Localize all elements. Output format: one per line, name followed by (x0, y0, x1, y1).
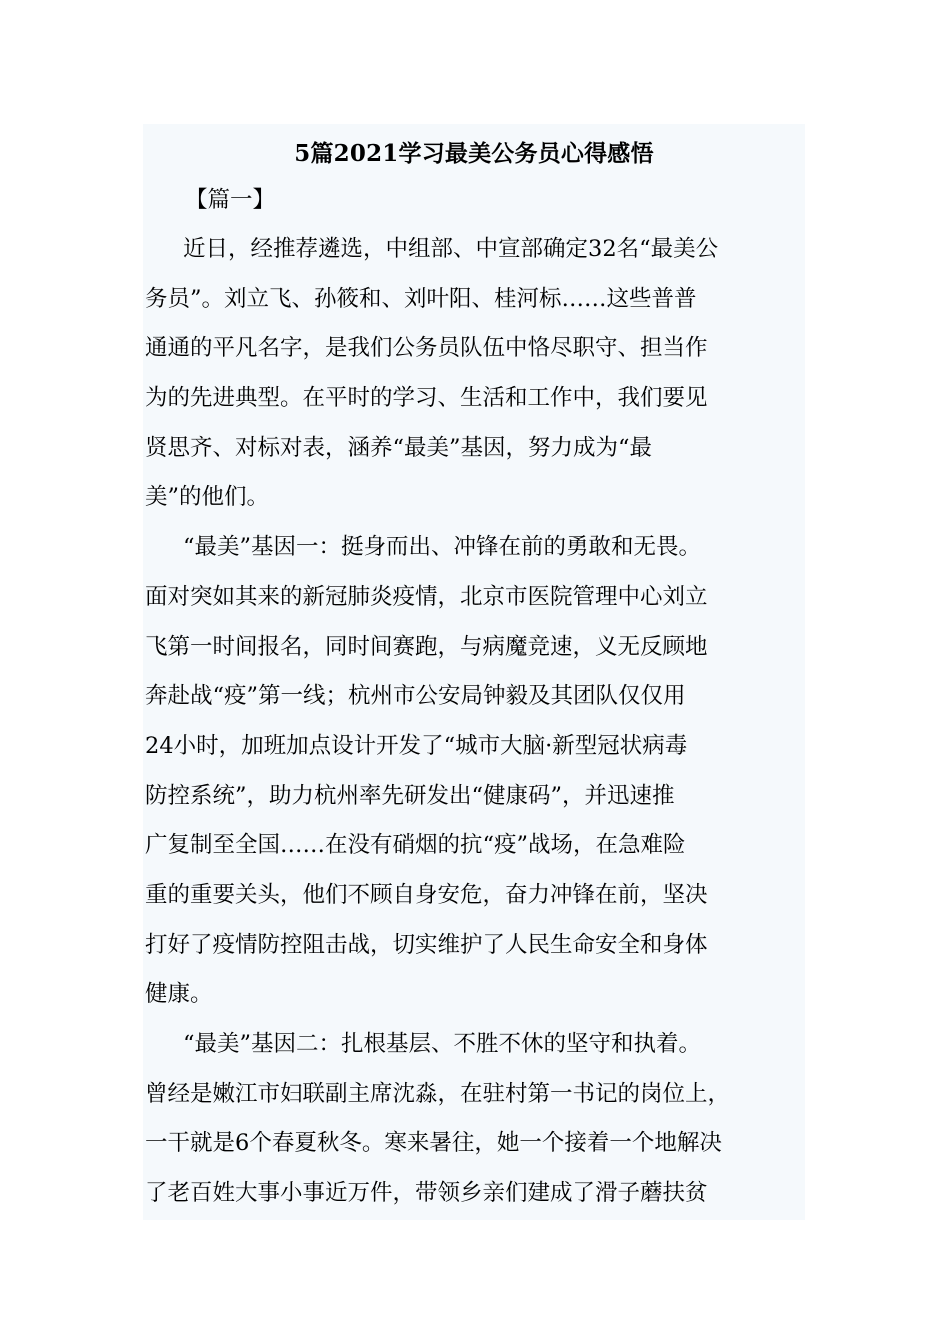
document-title: 5篇2021学习最美公务员心得感悟 (294, 140, 654, 167)
text-line: 奔赴战“疫”第一线；杭州市公安局钟毅及其团队仅仅用 (145, 683, 686, 710)
text-line: 务员”。刘立飞、孙筱和、刘叶阳、桂河标……这些普普 (145, 285, 697, 312)
text-line: 一干就是6个春夏秋冬。寒来暑往，她一个接着一个地解决 (145, 1130, 722, 1157)
document-page (143, 124, 805, 1220)
text-line: 广复制至全国……在没有硝烟的抗“疫”战场，在急难险 (145, 832, 686, 859)
text-line: 近日，经推荐遴选，中组部、中宣部确定32名“最美公 (183, 236, 719, 262)
text-line: 防控系统”，助力杭州率先研发出“健康码”，并迅速推 (145, 782, 675, 809)
text-line: 健康。 (145, 981, 213, 1008)
text-line: 24小时，加班加点设计开发了“城市大脑·新型冠状病毒 (145, 732, 688, 759)
text-line: 贤思齐、对标对表，涵养“最美”基因，努力成为“最 (145, 434, 653, 461)
text-line: 了老百姓大事小事近万件，带领乡亲们建成了滑子蘑扶贫 (145, 1180, 708, 1207)
text-line: 打好了疫情防控阻击战，切实维护了人民生命安全和身体 (145, 931, 708, 958)
document-body (143, 225, 805, 1219)
text-line: 通通的平凡名字，是我们公务员队伍中恪尽职守、担当作 (145, 335, 708, 362)
text-line: “最美”基因一：挺身而出、冲锋在前的勇敢和无畏。 (183, 534, 702, 561)
text-line: 飞第一时间报名，同时间赛跑，与病魔竞速，义无反顾地 (145, 633, 708, 660)
text-line: 美”的他们。 (145, 484, 270, 511)
text-line: 为的先进典型。在平时的学习、生活和工作中，我们要见 (145, 385, 708, 412)
text-line: 重的重要关头，他们不顾自身安危，奋力冲锋在前，坚决 (145, 881, 708, 908)
text-line: 曾经是嫩江市妇联副主席沈淼，在驻村第一书记的岗位上， (145, 1080, 731, 1107)
text-line: 面对突如其来的新冠肺炎疫情，北京市医院管理中心刘立 (145, 583, 708, 610)
section-label: 【篇一】 (185, 187, 276, 213)
text-line: “最美”基因二：扎根基层、不胜不休的坚守和执着。 (183, 1031, 702, 1057)
